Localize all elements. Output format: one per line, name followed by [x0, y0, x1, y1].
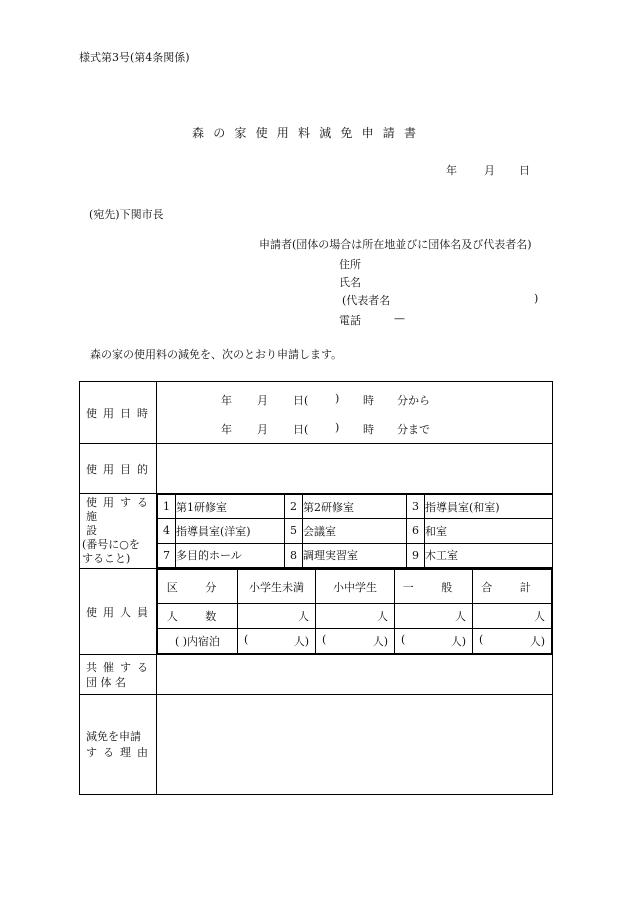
label-reason: 減免を申請 する理由 — [80, 695, 157, 795]
to-month: 月 — [257, 423, 268, 436]
facility-name: 和室 — [425, 519, 553, 543]
from-paren-close: ) — [335, 392, 340, 405]
from-day: 日( — [293, 394, 309, 407]
to-hour: 時 — [363, 423, 374, 436]
stay-label: ( )内宿泊 — [158, 629, 238, 654]
header-total: 合 計 — [473, 570, 552, 604]
phone-dash: — — [394, 312, 405, 325]
row-people — [80, 569, 553, 655]
facility-row — [158, 543, 553, 567]
facility-number[interactable]: 4 — [158, 519, 176, 543]
from-year: 年 — [221, 394, 232, 407]
facility-number[interactable]: 6 — [407, 519, 425, 543]
count-preschool-field[interactable]: 人 — [238, 604, 316, 629]
facility-number[interactable]: 5 — [285, 519, 303, 543]
application-table — [79, 381, 553, 795]
date-day-label: 日 — [519, 164, 530, 177]
stay-general-field[interactable]: ( 人) — [395, 629, 473, 654]
date-year-label: 年 — [446, 164, 457, 177]
reason-field[interactable] — [157, 695, 553, 795]
header-category: 区 分 — [158, 570, 238, 604]
form-number: 様式第3号(第4条関係) — [79, 51, 190, 64]
applicant-name-label: 氏名 — [339, 276, 361, 289]
representative-close-paren: ) — [534, 292, 539, 305]
intro-text: 森の家の使用料の減免を、次のとおり申請します。 — [90, 348, 343, 361]
count-school-field[interactable]: 人 — [316, 604, 395, 629]
facility-number[interactable]: 8 — [285, 543, 303, 567]
stay-preschool-field[interactable]: ( 人) — [238, 629, 316, 654]
facility-grid — [157, 494, 553, 569]
to-year: 年 — [221, 423, 232, 436]
facility-number[interactable]: 3 — [407, 495, 425, 519]
people-stay-row — [158, 629, 552, 654]
row-use-datetime — [80, 382, 553, 444]
facility-name: 会議室 — [303, 519, 407, 543]
count-label: 人 数 — [158, 604, 238, 629]
facility-name: 指導員室(洋室) — [176, 519, 285, 543]
people-grid — [157, 569, 553, 655]
date-month-label: 月 — [484, 164, 495, 177]
header-general: 一 般 — [395, 570, 473, 604]
facility-name: 木工室 — [425, 543, 553, 567]
from-hour: 時 — [363, 394, 374, 407]
label-purpose: 使用目的 — [80, 444, 157, 494]
to-paren-close: ) — [335, 421, 340, 434]
label-people: 使用人員 — [80, 569, 157, 655]
stay-school-field[interactable]: ( 人) — [316, 629, 395, 654]
from-month: 月 — [257, 394, 268, 407]
facility-number[interactable]: 1 — [158, 495, 176, 519]
purpose-field[interactable] — [157, 444, 553, 494]
row-cohost — [80, 655, 553, 695]
facility-number[interactable]: 9 — [407, 543, 425, 567]
people-header-row — [158, 570, 552, 604]
people-count-row — [158, 604, 552, 629]
label-cohost: 共催する 団 体 名 — [80, 655, 157, 695]
applicant-address-label: 住所 — [339, 258, 361, 271]
header-school: 小中学生 — [316, 570, 395, 604]
cohost-field[interactable] — [157, 655, 553, 695]
to-day: 日( — [293, 423, 309, 436]
use-datetime-field[interactable] — [157, 382, 553, 444]
facility-name: 第2研修室 — [303, 495, 407, 519]
facility-row — [158, 495, 553, 519]
facility-name: 第1研修室 — [176, 495, 285, 519]
row-reason — [80, 695, 553, 795]
stay-total-field[interactable]: ( 人) — [473, 629, 552, 654]
representative-label: (代表者名 — [342, 294, 391, 307]
applicant-phone-label: 電話 — [339, 314, 361, 327]
count-total-field[interactable]: 人 — [473, 604, 552, 629]
row-facilities — [80, 494, 553, 569]
label-use-datetime: 使用日時 — [80, 382, 157, 444]
facility-name: 指導員室(和室) — [425, 495, 553, 519]
header-preschool: 小学生未満 — [238, 570, 316, 604]
from-minute-suffix: 分から — [397, 394, 430, 407]
facility-number[interactable]: 2 — [285, 495, 303, 519]
label-facilities: 使用する 施 設 (番号に○を すること) — [80, 494, 157, 569]
applicant-heading: 申請者(団体の場合は所在地並びに団体名及び代表者名) — [259, 238, 532, 251]
count-general-field[interactable]: 人 — [395, 604, 473, 629]
facility-name: 調理実習室 — [303, 543, 407, 567]
addressee: (宛先)下関市長 — [89, 208, 164, 221]
facility-row — [158, 519, 553, 543]
to-minute-suffix: 分まで — [397, 423, 430, 436]
facility-number[interactable]: 7 — [158, 543, 176, 567]
document-title: 森の家使用料減免申請書 — [192, 126, 426, 140]
row-purpose — [80, 444, 553, 494]
facility-name: 多目的ホール — [176, 543, 285, 567]
